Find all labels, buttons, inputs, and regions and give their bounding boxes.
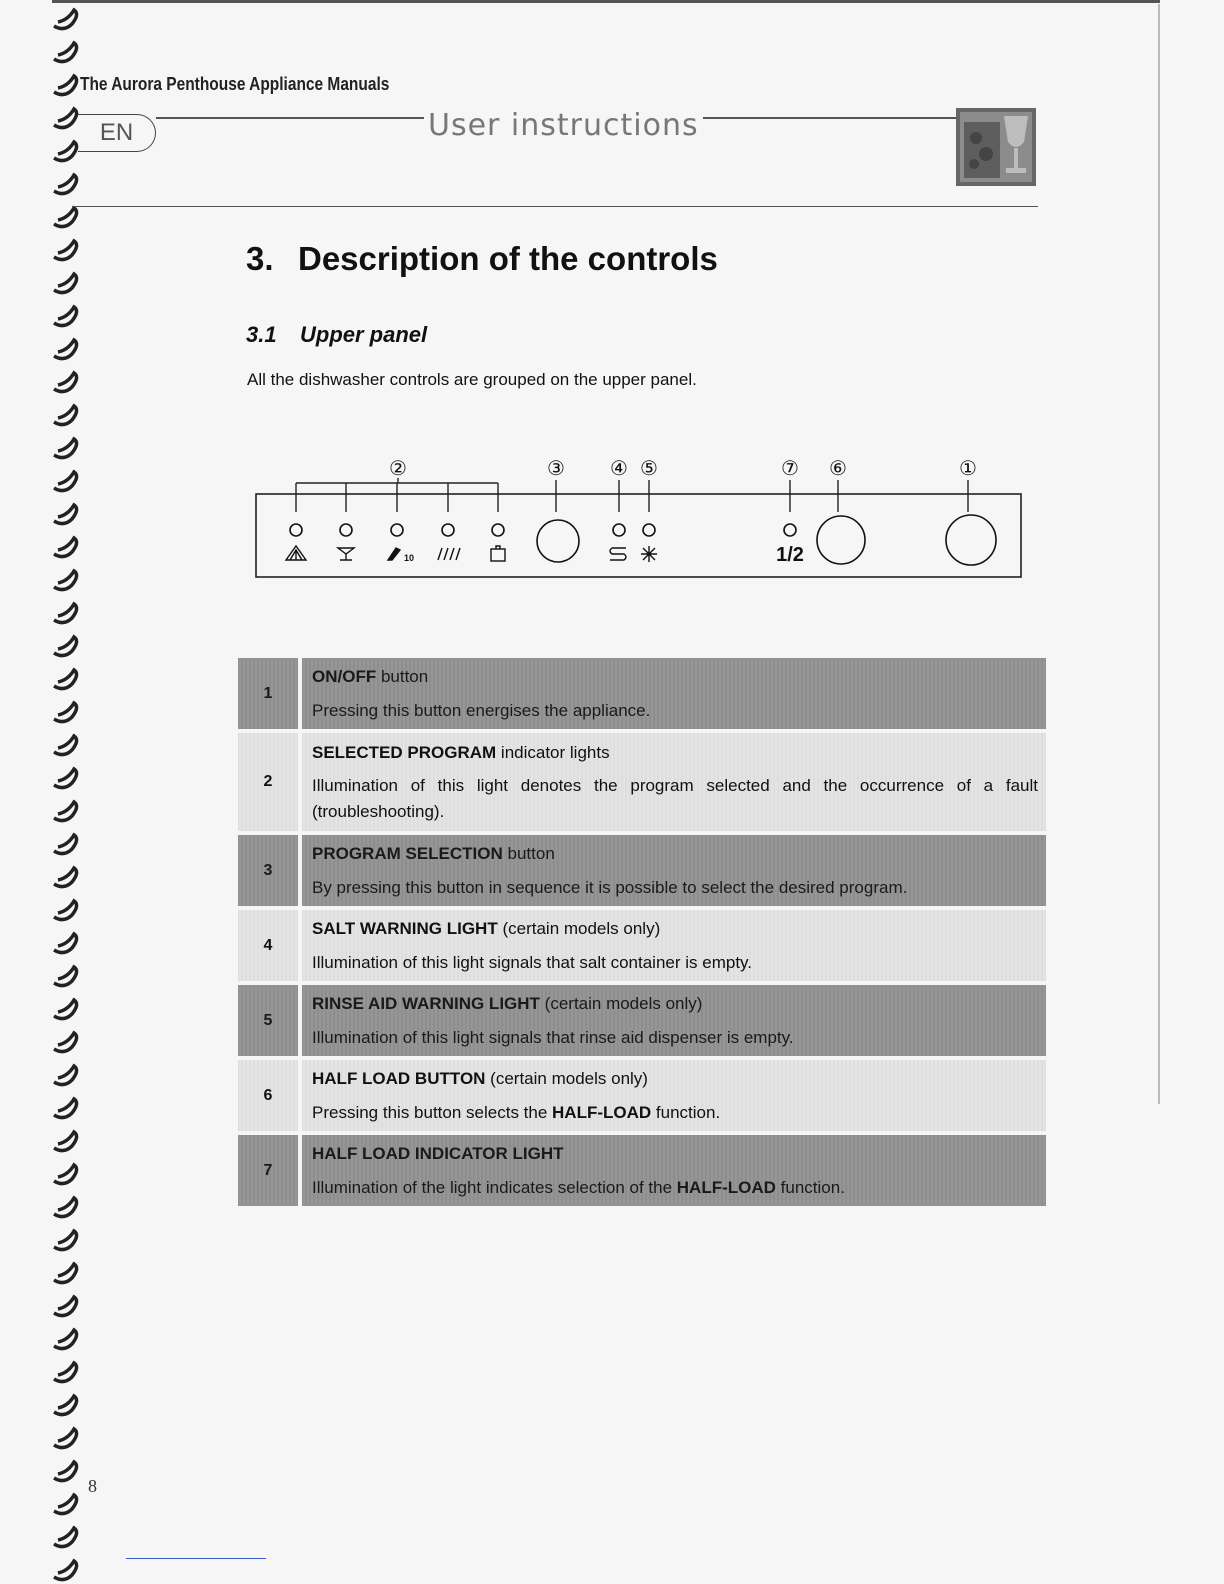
control-title-bold: HALF LOAD BUTTON	[312, 1069, 486, 1088]
binding-ring	[54, 175, 77, 194]
controls-table	[238, 658, 1046, 1210]
control-description	[300, 908, 1046, 983]
binding-ring	[54, 373, 77, 392]
binding-ring	[54, 274, 77, 293]
section-title-text: Description of the controls	[298, 240, 718, 277]
control-number: 1	[238, 658, 300, 731]
binding-ring	[54, 868, 77, 887]
binding-ring	[54, 1000, 77, 1019]
top-edge-line	[52, 0, 1160, 3]
led-half-load	[784, 524, 796, 536]
control-title-rest: (certain models only)	[485, 1069, 648, 1088]
control-detail-text: Illumination of this light signals that salt container is empty.	[312, 952, 753, 972]
control-title-bold: PROGRAM SELECTION	[312, 844, 503, 863]
callout-7: ⑦	[781, 456, 799, 480]
binding-ring	[54, 1528, 77, 1547]
program-selection-button[interactable]	[537, 520, 579, 562]
half-load-label: 1/2	[776, 544, 804, 566]
on-off-button[interactable]	[946, 515, 996, 565]
control-description	[300, 658, 1046, 731]
control-number: 6	[238, 1058, 300, 1133]
subsection-title	[246, 322, 427, 348]
control-number: 4	[238, 908, 300, 983]
control-detail	[312, 773, 1038, 824]
control-title-bold: SALT WARNING LIGHT	[312, 919, 498, 938]
led-program-1	[290, 524, 302, 536]
binding-ring	[54, 1165, 77, 1184]
control-detail	[312, 875, 1038, 901]
control-title	[312, 991, 1038, 1017]
binding-ring	[54, 1198, 77, 1217]
led-salt-warning	[613, 524, 625, 536]
section-number: 3.	[246, 240, 274, 277]
binding-ring	[54, 1066, 77, 1085]
control-description	[300, 833, 1046, 908]
callout-5: ⑤	[640, 456, 658, 480]
control-panel-diagram	[230, 450, 1050, 590]
binding-ring	[54, 703, 77, 722]
binding-ring	[54, 1330, 77, 1349]
binding-ring	[54, 1429, 77, 1448]
binding-ring	[54, 340, 77, 359]
binding-ring	[54, 670, 77, 689]
control-row	[238, 1058, 1046, 1133]
binding-ring	[54, 1495, 77, 1514]
prewash-program-icon	[491, 549, 505, 561]
control-detail	[312, 1175, 1038, 1201]
control-detail-text: By pressing this button in sequence it is possible to select the desired program.	[312, 877, 908, 897]
control-number: 2	[238, 731, 300, 833]
control-row	[238, 731, 1046, 833]
binding-ring	[54, 208, 77, 227]
binding-ring	[54, 637, 77, 656]
callout-6: ⑥	[829, 456, 847, 480]
binding-ring	[54, 604, 77, 623]
subsection-title-text: Upper panel	[300, 322, 428, 347]
control-title	[312, 1066, 1038, 1092]
control-title-rest: indicator lights	[496, 742, 610, 762]
salt-warning-icon	[610, 548, 626, 560]
control-row	[238, 833, 1046, 908]
control-detail-end: function.	[775, 1177, 845, 1197]
page-number: 8	[88, 1476, 97, 1496]
control-description	[300, 1133, 1046, 1208]
eco-program-icon	[388, 548, 400, 560]
binding-ring	[54, 1231, 77, 1250]
control-detail	[312, 1100, 1038, 1126]
control-detail	[312, 950, 1038, 976]
led-program-2	[340, 524, 352, 536]
control-description	[300, 983, 1046, 1058]
control-title-rest: button	[376, 667, 429, 686]
binding-ring	[54, 769, 77, 788]
binding-ring	[54, 571, 77, 590]
control-title	[312, 740, 1038, 766]
callout-2: ②	[389, 456, 407, 480]
binding-ring	[54, 901, 77, 920]
control-detail-text: Illumination of this light denotes the program selected and the occurrence of a fault (troubleshooting).	[312, 776, 1038, 821]
binding-ring	[54, 1132, 77, 1151]
control-description	[300, 731, 1046, 833]
section-heading: User instructions	[424, 108, 703, 143]
control-detail	[312, 1025, 1038, 1051]
subsection-number: 3.1	[246, 322, 277, 347]
svg-text:10: 10	[404, 553, 415, 563]
language-badge: EN	[78, 114, 156, 152]
control-title-rest: (certain models only)	[497, 919, 661, 938]
half-load-button[interactable]	[817, 516, 865, 564]
binding-ring	[54, 307, 77, 326]
control-detail-text: Pressing this button selects the	[312, 1102, 553, 1122]
binding-ring	[54, 43, 77, 62]
intro-paragraph: All the dishwasher controls are grouped on the upper panel.	[247, 370, 697, 389]
control-row	[238, 658, 1046, 731]
panel-frame	[256, 494, 1021, 577]
callout-1: ①	[959, 456, 977, 480]
binding-ring	[54, 1363, 77, 1382]
control-title	[312, 841, 1038, 867]
control-row	[238, 983, 1046, 1058]
binding-ring	[54, 472, 77, 491]
control-title-rest: button	[502, 844, 555, 863]
control-title-bold: RINSE AID WARNING LIGHT	[312, 994, 540, 1013]
page-right-edge	[1158, 4, 1160, 1104]
binding-ring	[54, 538, 77, 557]
binding-ring	[54, 1099, 77, 1118]
binding-ring	[54, 1297, 77, 1316]
control-title-bold: ON/OFF	[312, 667, 377, 686]
binding-ring	[54, 76, 77, 95]
control-title	[312, 916, 1038, 942]
control-detail-bold: HALF-LOAD	[676, 1177, 776, 1197]
footer-link-underline	[126, 1558, 266, 1559]
led-program-3	[391, 524, 403, 536]
rinse-aid-warning-icon	[641, 546, 657, 562]
binding-ring	[54, 967, 77, 986]
control-detail-end: function.	[651, 1102, 721, 1122]
dishwasher-icon	[956, 108, 1036, 186]
header-bottom-rule	[72, 206, 1038, 207]
control-title-bold: SELECTED PROGRAM	[312, 742, 497, 762]
control-title-bold: HALF LOAD INDICATOR LIGHT	[312, 1144, 564, 1163]
control-description	[300, 1058, 1046, 1133]
control-detail-text: Pressing this button energises the appliance.	[312, 700, 651, 720]
control-detail-bold: HALF-LOAD	[552, 1102, 652, 1122]
control-detail	[312, 698, 1038, 724]
binding-ring	[54, 736, 77, 755]
glass-program-icon	[338, 548, 354, 560]
binding-ring	[54, 835, 77, 854]
binding-ring	[54, 10, 77, 29]
callout-4: ④	[610, 456, 628, 480]
binding-ring	[54, 241, 77, 260]
binding-ring	[54, 1396, 77, 1415]
binding-ring	[54, 1462, 77, 1481]
control-row	[238, 1133, 1046, 1208]
control-number: 3	[238, 833, 300, 908]
binding-ring	[54, 1561, 77, 1580]
callout-3: ③	[547, 456, 565, 480]
control-detail-text: Illumination of this light signals that rinse aid dispenser is empty.	[312, 1027, 794, 1047]
control-title-rest: (certain models only)	[539, 994, 703, 1013]
spiral-binding	[52, 0, 86, 1584]
section-title	[246, 240, 718, 278]
control-detail-text: Illumination of the light indicates selection of the	[312, 1177, 677, 1197]
quick-program-icon	[438, 548, 460, 560]
binding-ring	[54, 109, 77, 128]
control-title	[312, 1141, 1038, 1167]
led-rinse-aid-warning	[643, 524, 655, 536]
led-program-4	[442, 524, 454, 536]
binding-ring	[54, 1264, 77, 1283]
control-row	[238, 908, 1046, 983]
binding-ring	[54, 439, 77, 458]
led-program-5	[492, 524, 504, 536]
binding-ring	[54, 406, 77, 425]
manual-title: The Aurora Penthouse Appliance Manuals	[80, 74, 390, 94]
binding-ring	[54, 1033, 77, 1052]
binding-ring	[54, 142, 77, 161]
binding-ring	[54, 802, 77, 821]
control-title	[312, 664, 1038, 690]
binding-ring	[54, 505, 77, 524]
control-number: 5	[238, 983, 300, 1058]
control-number: 7	[238, 1133, 300, 1208]
binding-ring	[54, 934, 77, 953]
